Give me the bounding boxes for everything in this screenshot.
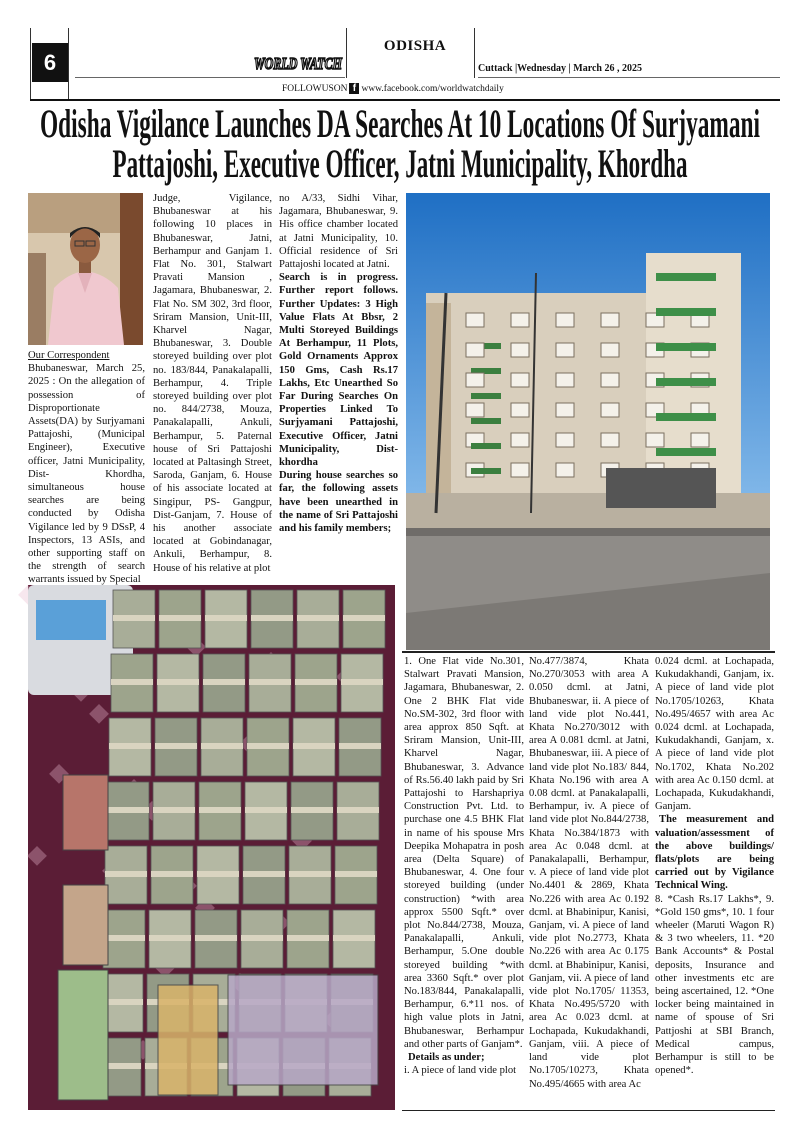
article-column-2 xyxy=(153,192,272,575)
follow-us-bar xyxy=(282,83,504,94)
rule xyxy=(478,77,780,78)
article-text: Bhubaneswar, March 25, 2025 : On the allegation of possession of Disproportionate Assets(DA) by Surjyamani Pattajoshi, (Municipal Engineer), Executive officer, Jatni Municipality, Dist- Khordha, simultaneous house searches are being conducted by Odisha Vigilance led by 9 DSsP, 4 Inspectors, 13 ASIs, and other supporting staff on the strength of search warrants issued by Special xyxy=(28,363,145,586)
masthead-divider xyxy=(474,28,475,78)
article-text: i. A piece of land vide plot xyxy=(404,1065,517,1077)
article-text: no A/33, Sidhi Vihar, Jagamara, Bhubaneswar, 9. His office chamber located at Jatni Municipality, 10. Official residence of Sri Pattajoshi located at Jatni. xyxy=(279,193,398,271)
rule xyxy=(75,77,345,78)
facebook-icon: f xyxy=(349,83,359,94)
logo-text: WORLD WATCH xyxy=(254,54,343,73)
headline-line-1: Odisha Vigilance Launches DA Searches At 10 Locations Of Surjyamani xyxy=(40,101,760,146)
article-column-1 xyxy=(28,349,145,587)
article-text: 8. *Cash Rs.17 Lakhs*, 9. *Gold 150 gms*, 10. 1 four wheeler (Maruti Wagon R) & 3 two wheelers, 11. *20 Bank Accounts* & Postal deposits, Insurance and other investments etc are being ascertained, 12. *One locker being maintained in name of spouse of Sri Pattjoshi at SBI Branch, Medical campus, Berhampur is still to be opened*. xyxy=(655,893,774,1077)
update-summary: Search is in progress. Further report follows. Further Updates: 3 High Value Flats At Bbsr, 2 Multi Storeyed Buildings At Berhampur, 11 Plots, Gold Ornaments Approx 150 Gms, Cash Rs.17 Lakhs, Etc Unearthed So Far During Searches On Properties Linked To Surjyamani Pattajoshi, Executive Officer, Jatni Municipality, Dist-khordha xyxy=(279,272,398,469)
dateline: Cuttack |Wednesday | March 26 , 2025 xyxy=(478,63,642,74)
column-rule xyxy=(402,651,775,653)
follow-label: FOLLOWUSON xyxy=(282,83,348,94)
headline-line-2: Pattajoshi, Executive Officer, Jatni Municipality, Khordha xyxy=(112,141,688,186)
article-column-6 xyxy=(655,655,774,1078)
column-rule xyxy=(402,1110,775,1111)
article-column-3 xyxy=(279,192,398,535)
world-watch-logo xyxy=(252,44,344,76)
byline: Our Correspondent xyxy=(28,350,110,361)
masthead-divider xyxy=(68,28,69,101)
facebook-link[interactable]: www.facebook.com/worldwatchdaily xyxy=(361,83,504,94)
portrait-photo xyxy=(28,193,143,345)
masthead-divider xyxy=(346,28,347,78)
article-text: 1. One Flat vide No.301, Stalwart Pravati Mansion, Jagamara, Bhubaneswar, 2. One 2 BHK Flat vide No.SM-302, 3rd floor with area approx 850 Sqft. at Sriram Mansion, Unit-III, Kharvel Nagar, Bhubaneswar, 3. Advance of Rs.56.40 lakh paid by Sri Pattajoshi to Harshapriya Construction Pvt. Ltd. to purchase one 4.5 BHK Flat in name of his spouse Mrs Deepika Mohapatra in posh area (Delta Square) of Bhubaneswar, 4. One four storeyed building (under construction) *with area approx 5500 Sqft.* over plot No.844/2738, Mouza, Panakalapalli, Ankuli, Berhampur, 5.One double storeyed building *with area 3360 Sqft.* over plot No.183/844, Panakalapalli, Berhampur, 6.*11 nos. of high value plots in Jatni, Bhubaneswar, Berhampur and other parts of Ganjam*. xyxy=(404,656,524,1050)
article-text: 0.024 dcml. at Lochapada, Kukudakhandi, Ganjam, ix. A piece of land vide plot No.1705/10263, Khata No.495/4657 with area Ac 0.024 dcml. at Lochapada, Kukudakhandi, Ganjam, x. A piece of land vide plot No.1702, Khata No.202 with area Ac 0.150 dcml. at Lochapada, Kukudakhandi, Ganjam. xyxy=(655,656,774,813)
article-column-4 xyxy=(404,655,524,1078)
headline xyxy=(20,102,780,184)
seized-cash-photo xyxy=(28,585,395,1110)
article-text: Judge, Vigilance, Bhubaneswar at his following 10 places in Bhubaneswar, Jatni, Berhampur and Ganjam 1. Flat No. 301, Stalwart Pravati Mansion , Jagamara, Bhubaneswar, 2. Flat No. SM 302, 3rd floor, Sriram Mansion, Unit-III, Kharvel Nagar, Bhubaneswar, 3. Double storeyed building over plot no. 183/844, Panakalapalli, Berhampur, 4. Triple storeyed building over plot no. 844/2738, Mouza, Panakalapalli, Ankuli, Berhampur, 5. Paternal house of Sri Pattajoshi located at Paltasingh Street, Saroda, Ganjam, 6. House of his associate located at Singipur, PS- Gangpur, Dist-Ganjam, 7. House of his another associate located at Gobindanagar, Ankuli, Berhampur, 8. House of his relative at plot xyxy=(153,193,272,574)
masthead-divider xyxy=(30,28,31,101)
details-heading: Details as under; xyxy=(408,1052,485,1064)
section-name: ODISHA xyxy=(383,38,447,54)
assets-intro: During house searches so far, the following assets have been unearthed in the name of Sri Pattajoshi and his family members; xyxy=(279,470,398,535)
page-number: 6 xyxy=(32,43,68,82)
measurement-note: The measurement and valuation/assessment of the above buildings/ flats/plots are being carried out by Vigilance Technical Wing. xyxy=(655,814,774,892)
article-text: No.477/3874, Khata No.270/3053 with area A 0.050 dcml. at Jatni, Bhubaneswar, ii. A piece of land vide plot No.441, Khata No.270/3012 with area A 0.081 dcml. at Jatni, Bhubaneswar, iii. A piece of land vide plot No.183/ 844, Khata No.196 with area A 0.08 dcml. at Panakalapalli, Berhampur, iv. A piece of land vide plot No.844/2738, Khata No.384/1873 with area Ac 0.048 dcml. at Panakalapalli, Berhampur, v. A piece of land vide plot No.4401 & 2869, Khata No.226 with area Ac 0.192 dcml. at Bhabinipur, Kanisi, Ganjam, vi. A piece of land vide plot No.2773, Khata No.226 with area Ac 0.175 dcml. at Bhabinipur, Kanisi, Ganjam, vii. A piece of land vide plot No.1705/ 11353, Khata No.495/5720 with area Ac 0.023 dcml. at Lochapada, Kukudakhandi, Ganjam, viii. A piece of land vide plot No.1705/10273, Khata No.495/4665 with area Ac xyxy=(529,656,649,1090)
building-photo xyxy=(406,193,770,650)
article-column-5 xyxy=(529,655,649,1091)
